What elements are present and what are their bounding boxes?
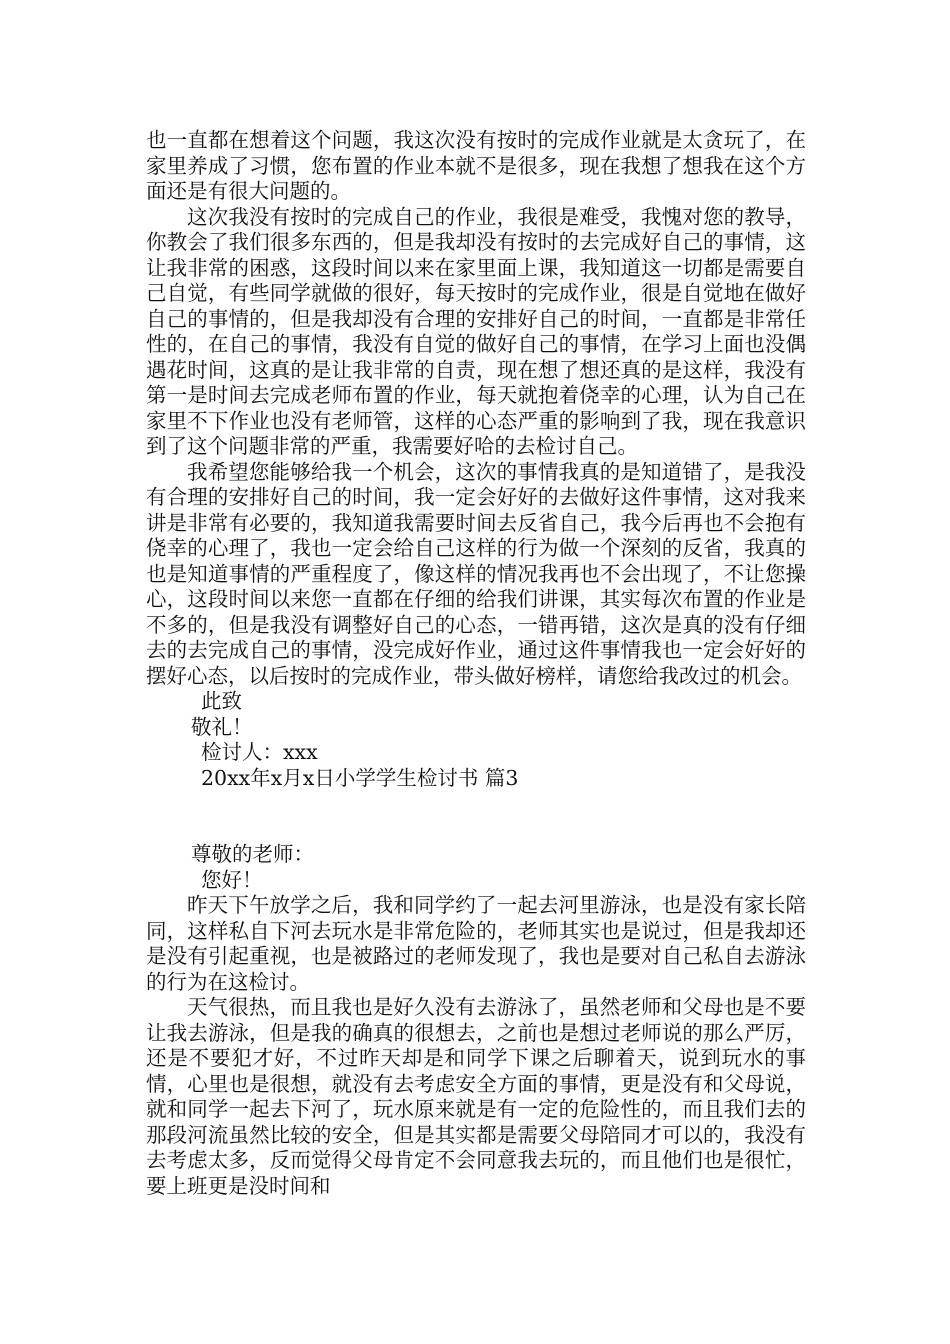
paragraph-1: 也一直都在想着这个问题，我这次没有按时的完成作业就是太贪玩了，在家里养成了习惯，您布置的作业本就不是很多，现在我想了想我在这个方面还是有很大问题的。: [146, 128, 806, 203]
paragraph-4: 昨天下午放学之后，我和同学约了一起去河里游泳，也是没有家长陪同，这样私自下河去玩水是非常危险的，老师其实也是说过，但是我却还是没有引起重视，也是被路过的老师发现了，我也是要对自己私自去游泳的行为在这检讨。: [146, 893, 806, 994]
paragraph-2: 这次我没有按时的完成自己的作业，我很是难受，我愧对您的教导，你教会了我们很多东西的，但是我却没有按时的去完成好自己的事情，这让我非常的困惑，这段时间以来在家里面上课，我知道这一切都是需要自己自觉，有些同学就做的很好，每天按时的完成作业，很是自觉地在做好自己的事情的，但是我却没有合理的安排好自己的时间，一直都是非常任性的，在自己的事情，我没有自觉的做好自己的事情，在学习上面也没偶遇花时间，这真的是让我非常的自责，现在想了想还真的是这样，我没有第一是时间去完成老师布置的作业，每天就抱着侥幸的心理，认为自己在家里不下作业也没有老师管，这样的心态严重的影响到了我，现在我意识到了这个问题非常的严重，我需要好哈的去检讨自己。: [146, 204, 806, 458]
document-body: [146, 128, 806, 1199]
closing-line: 此致: [201, 689, 242, 713]
paragraph-5: 天气很热，而且我也是好久没有去游泳了，虽然老师和父母也是不要让我去游泳，但是我的确真的很想去，之前也是想过老师说的那么严厉，还是不要犯才好，不过昨天却是和同学下课之后聊着天，说到玩水的事情，心里也是很想，就没有去考虑安全方面的事情，更是没有和父母说，就和同学一起去下河了，玩水原来就是有一定的危险性的，而且我们去的那段河流虽然比较的安全，但是其实都是需要父母陪同才可以的，我没有去考虑太多，反而觉得父母肯定不会同意我去玩的，而且他们也是很忙，要上班更是没时间和: [146, 995, 806, 1198]
date-title-line: 20xx年x月x日小学学生检讨书 篇3: [201, 765, 519, 790]
section-gap: [146, 791, 806, 842]
salute-line: 敬礼！: [191, 714, 253, 739]
paragraph-3: 我希望您能够给我一个机会，这次的事情我真的是知道错了，是我没有合理的安排好自己的时间，我一定会好好的去做好这件事情，这对我来讲是非常有必要的，我知道我需要时间去反省自己，我今后再也不会抱有侥幸的心理了，我也一定会给自己这样的行为做一个深刻的反省，我真的也是知道事情的严重程度了，像这样的情况我再也不会出现了，不让您操心，这段时间以来您一直都在仔细的给我们讲课，其实每次布置的作业是不多的，但是我没有调整好自己的心态，一错再错，这次是真的没有仔细去的去完成自己的事情，没完成好作业，通过这件事情我也一定会好好的摆好心态，以后按时的完成作业，带头做好榜样，请您给我改过的机会。: [146, 459, 806, 688]
greeting: 您好！: [201, 867, 263, 892]
greeting-to: 尊敬的老师：: [191, 842, 314, 866]
signer-line: 检讨人：xxx: [201, 740, 318, 764]
